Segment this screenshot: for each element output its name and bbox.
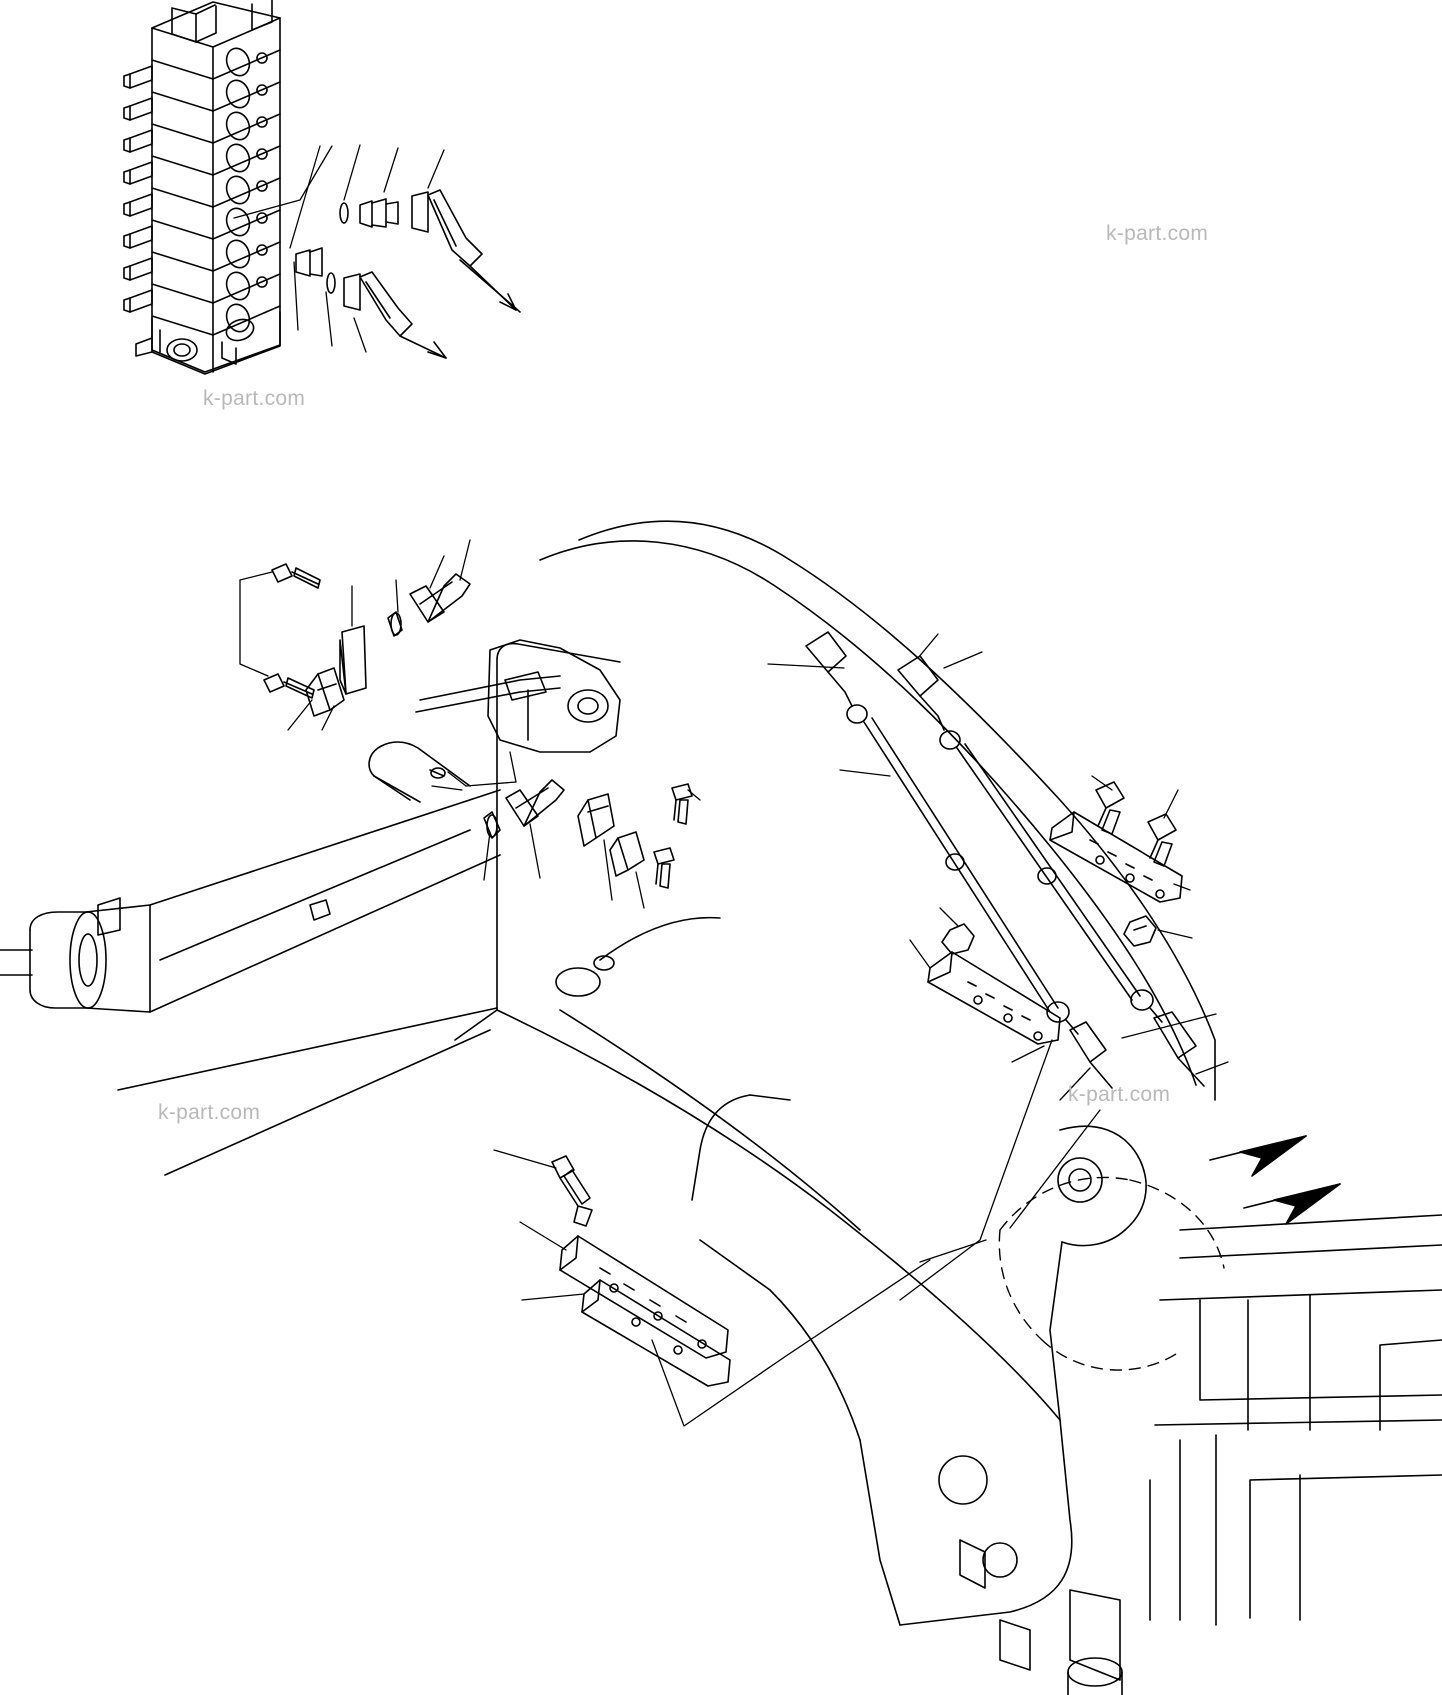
valve-right-ports (223, 45, 267, 335)
clamp-bar-1 (1050, 812, 1182, 902)
hose-end-fitting-2 (344, 272, 412, 336)
bolt-4 (654, 848, 674, 888)
clamp-bar-3 (560, 1236, 728, 1358)
nut-2 (942, 924, 974, 954)
watermark: k-part.com (203, 387, 306, 410)
hydraulic-tube-line-1 (806, 632, 1112, 1088)
clamp-bracket-3 (610, 832, 644, 876)
clamp-bracket-2 (578, 794, 614, 846)
hydraulic-tube-line-2 (898, 656, 1204, 1086)
bolt-5 (1096, 782, 1124, 834)
clamp-bracket-1 (306, 668, 344, 716)
arm-cylinder (0, 640, 620, 1012)
clamp-hardware-right (768, 634, 1228, 1074)
o-ring-1 (340, 203, 348, 223)
direction-arrows (1210, 1136, 1340, 1224)
control-valve-block (124, 0, 280, 374)
hidden-outlines (999, 1177, 1224, 1370)
bolt-2 (264, 674, 314, 698)
o-ring-2 (327, 273, 335, 293)
fitting-row-lower (296, 248, 446, 358)
fitting-row-upper (340, 190, 520, 312)
clamp-hardware-lower-right (910, 908, 1090, 1100)
clamp-hardware-upper-left (240, 540, 470, 730)
watermark: k-part.com (1106, 222, 1209, 245)
clamp-hardware-center (432, 752, 700, 908)
boom-structure (118, 521, 1442, 1695)
hose-end-fitting-1 (412, 190, 482, 266)
adapter-fitting-1 (360, 199, 398, 227)
bolt-1 (272, 564, 320, 588)
valve-ports (124, 66, 152, 312)
nut-1 (1124, 916, 1156, 946)
adapter-fitting-2 (296, 248, 322, 276)
clamp-hardware-lower-center (494, 1150, 930, 1426)
watermark: k-part.com (1068, 1083, 1171, 1106)
watermark: k-part.com (158, 1101, 261, 1124)
misc-leaders (900, 1040, 1100, 1300)
clamp-plate-1 (340, 626, 366, 694)
bolt-7 (552, 1156, 592, 1226)
